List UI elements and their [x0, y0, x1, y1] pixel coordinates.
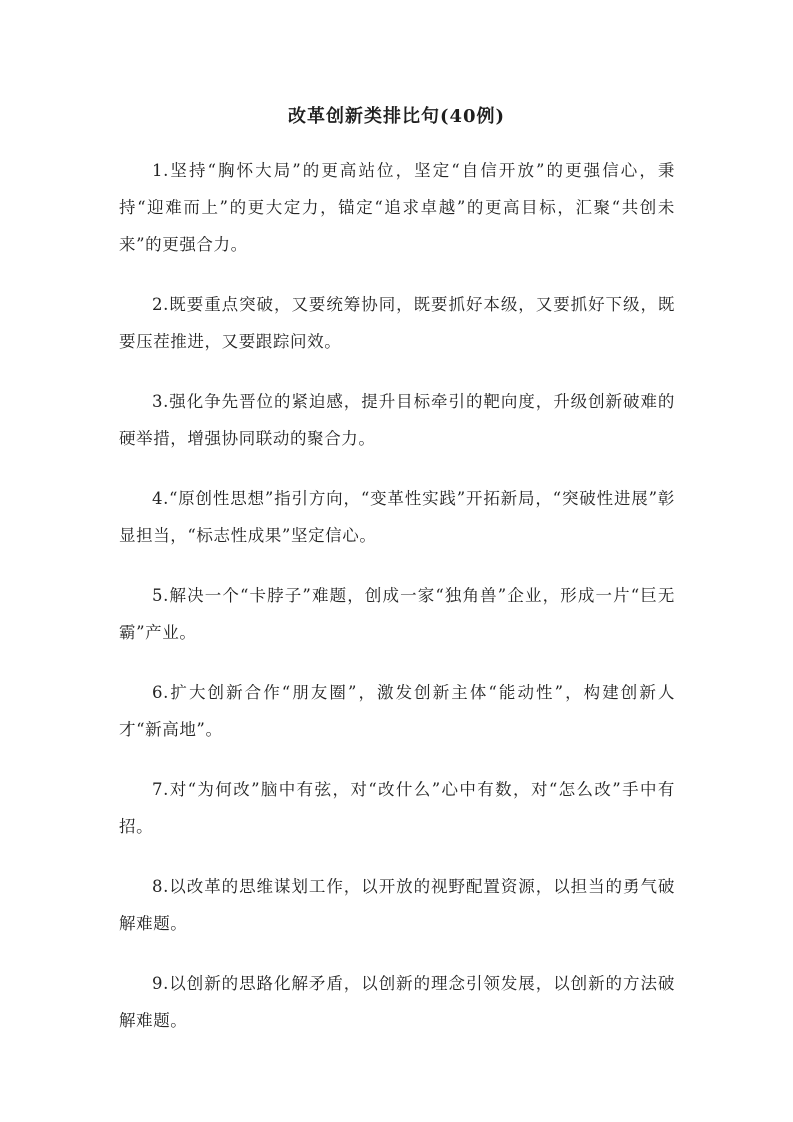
paragraph-9: 9.以创新的思路化解矛盾，以创新的理念引领发展，以创新的方法破解难题。 — [119, 974, 675, 1030]
paragraph-2: 2.既要重点突破，又要统筹协同，既要抓好本级，又要抓好下级，既要压茬推进，又要跟踪问效。 — [119, 295, 675, 351]
paragraph-8: 8.以改革的思维谋划工作，以开放的视野配置资源，以担当的勇气破解难题。 — [119, 877, 675, 933]
paragraph-6: 6.扩大创新合作“朋友圈”，激发创新主体“能动性”，构建创新人才“新高地”。 — [119, 683, 675, 739]
paragraph-4: 4.“原创性思想”指引方向，“变革性实践”开拓新局，“突破性进展”彰显担当，“标志性成果”坚定信心。 — [119, 489, 675, 545]
document-body — [119, 152, 675, 1062]
paragraph-7: 7.对“为何改”脑中有弦，对“改什么”心中有数，对“怎么改”手中有招。 — [119, 780, 675, 836]
document-title: 改革创新类排比句(40例) — [287, 106, 506, 127]
paragraph-1: 1.坚持“胸怀大局”的更高站位，坚定“自信开放”的更强信心，秉持“迎难而上”的更大定力，锚定“追求卓越”的更高目标，汇聚“共创未来”的更强合力。 — [119, 161, 675, 254]
paragraph-3: 3.强化争先晋位的紧迫感，提升目标牵引的靶向度，升级创新破难的硬举措，增强协同联动的聚合力。 — [119, 392, 675, 448]
paragraph-5: 5.解决一个“卡脖子”难题，创成一家“独角兽”企业，形成一片“巨无霸”产业。 — [119, 586, 675, 642]
